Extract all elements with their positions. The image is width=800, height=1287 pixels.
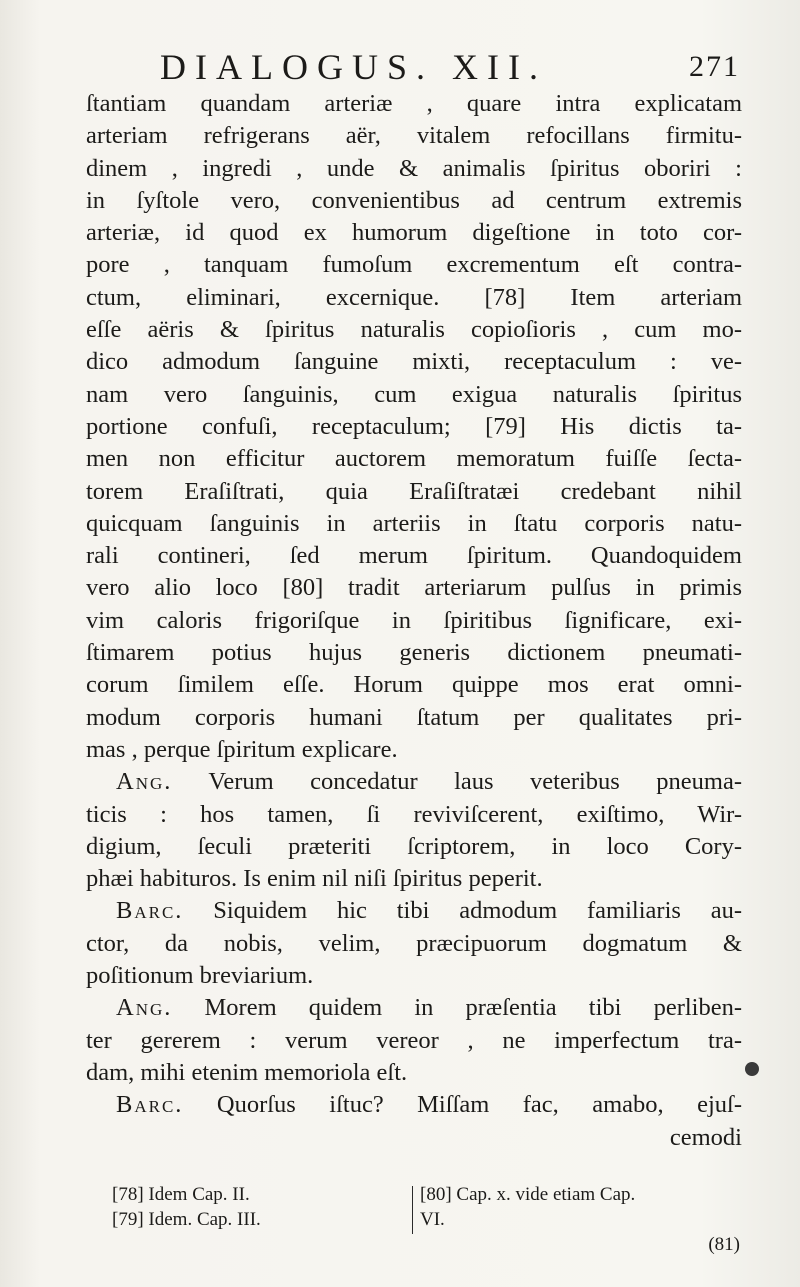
footnote: VI. xyxy=(420,1209,445,1230)
dialogue-line xyxy=(86,1089,742,1121)
footnotes-left-column xyxy=(112,1182,392,1232)
text-line: ter gererem : verum vereor , ne imperfectum tra- xyxy=(86,1026,742,1054)
body-text xyxy=(86,88,742,1154)
page-header xyxy=(160,42,740,92)
footnotes-right-column xyxy=(420,1182,750,1232)
page-number: 271 xyxy=(689,50,740,83)
dialogue-text: Morem quidem in præſentia tibi perliben- xyxy=(204,994,742,1022)
text-line: torem Eraſiſtrati, quia Eraſiſtratæi credebant nihil xyxy=(86,477,742,505)
text-line: nam vero ſanguinis, cum exigua naturalis ſpiritus xyxy=(86,380,742,408)
text-line: dinem , ingredi , unde & animalis ſpiritus oboriri : xyxy=(86,154,742,182)
dialogue-text: Quorſus iſtuc? Miſſam fac, amabo, ejuſ- xyxy=(216,1091,742,1119)
text-line: vim caloris frigoriſque in ſpiritibus ſignificare, exi- xyxy=(86,606,742,634)
footnote: [78] Idem Cap. II. xyxy=(112,1184,250,1205)
ink-spot xyxy=(745,1062,759,1076)
text-line: dico admodum ſanguine mixti, receptaculum : ve- xyxy=(86,348,742,376)
text-line: quicquam ſanguinis in arteriis in ſtatu corporis natu- xyxy=(86,509,742,537)
speaker-label: Barc. xyxy=(116,1091,184,1119)
text-line: corum ſimilem eſſe. Horum quippe mos erat omni- xyxy=(86,671,742,699)
dialogue-line xyxy=(86,895,742,927)
text-line: vero alio loco [80] tradit arteriarum pulſus in primis xyxy=(86,574,742,602)
text-line: poſitionum breviarium. xyxy=(86,962,314,990)
text-line: ſtimarem potius hujus generis dictionem pneumati- xyxy=(86,639,742,667)
text-line: men non efficitur auctorem memoratum fuiſſe ſecta- xyxy=(86,445,742,473)
text-line: eſſe aëris & ſpiritus naturalis copioſioris , cum mo- xyxy=(86,316,742,344)
text-line: rali contineri, ſed merum ſpiritum. Quandoquidem xyxy=(86,542,742,570)
text-line: digium, ſeculi præteriti ſcriptorem, in loco Cory- xyxy=(86,832,742,860)
dialogue-text: Verum concedatur laus veteribus pneuma- xyxy=(208,768,743,796)
text-line: ſtantiam quandam arteriæ , quare intra explicatam xyxy=(86,90,742,117)
text-line: ticis : hos tamen, ſi reviviſcerent, exiſtimo, Wir- xyxy=(86,800,742,828)
signature-mark: (81) xyxy=(708,1234,740,1255)
text-line: mas , perque ſpiritum explicare. xyxy=(86,735,398,763)
catchword: cemodi xyxy=(669,1123,742,1151)
speaker-label: Ang. xyxy=(116,768,173,796)
text-line: ctum, eliminari, excernique. [78] Item arteriam xyxy=(86,283,742,311)
text-line: phæi habituros. Is enim nil niſi ſpiritus peperit. xyxy=(86,865,543,893)
text-line: portione confuſi, receptaculum; [79] His dictis ta- xyxy=(86,412,742,440)
text-line: arteriam refrigerans aër, vitalem refocillans firmitu- xyxy=(86,122,742,150)
text-line: modum corporis humani ſtatum per qualitates pri- xyxy=(86,703,742,731)
speaker-label: Ang. xyxy=(116,994,173,1022)
text-line: pore , tanquam fumoſum excrementum eſt contra- xyxy=(86,251,742,279)
text-line: in ſyſtole vero, convenientibus ad centrum extremis xyxy=(86,186,742,214)
text-line: ctor, da nobis, velim, præcipuorum dogmatum & xyxy=(86,929,742,957)
running-head: DIALOGUS. XII. xyxy=(160,47,547,87)
dialogue-text: Siquidem hic tibi admodum familiaris au- xyxy=(213,897,743,925)
dialogue-line xyxy=(86,766,742,798)
footnote: [79] Idem. Cap. III. xyxy=(112,1209,261,1230)
text-line: arteriæ, id quod ex humorum digeſtione in toto cor- xyxy=(86,219,742,247)
dialogue-line xyxy=(86,992,742,1024)
footnote: [80] Cap. x. vide etiam Cap. xyxy=(420,1184,636,1205)
footnote-divider xyxy=(412,1186,413,1234)
speaker-label: Barc. xyxy=(116,897,184,925)
text-line: dam, mihi etenim memoriola eſt. xyxy=(86,1058,408,1086)
